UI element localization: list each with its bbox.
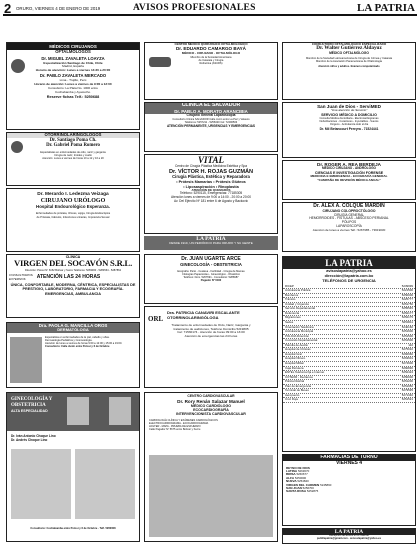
phone-label: Comando Departamental [285, 338, 318, 343]
phone-list [283, 285, 415, 403]
page-number: 2 [4, 1, 12, 16]
phone-number: 5240160 [401, 324, 413, 329]
pharmacy-name: SAN JUAN [286, 485, 302, 490]
ad-campaign: "CAMPAÑA DE REVISIÓN MÉDICA ANUAL" [317, 177, 381, 182]
la-patria-banner [144, 236, 278, 250]
phone-number: 5279535 [401, 388, 413, 393]
doctor-place: Madrid, España [62, 64, 84, 69]
ad-line: ELECTROCARDIOGRAMA - ECOCARDIOGRAMA [149, 421, 209, 425]
ad-address: Av. Del Ejército Nº 181 entre 6 de Agosto y Backovic [173, 198, 249, 203]
orl-logo: ORL [148, 315, 164, 323]
ad-patricia [144, 306, 278, 388]
doctor-name: Dr. Merardo I. Ledezma Veizaga [37, 192, 109, 197]
page-date: ORURO, VIERNES 4 DE ENERO DE 2019 [16, 6, 101, 11]
footer-email[interactable]: publilapatria@gmail.com - avisoslapatria@yahoo.es [316, 537, 382, 541]
pharmacy-name: LATINA [286, 468, 298, 473]
ad-alex [282, 202, 416, 252]
phone-label: Hospital Militar [285, 360, 304, 365]
ad-line: Ecografía: Parto - Cesárea - Fertilidad - Cirugía de Mamas [177, 269, 245, 273]
pharmacy-title: FARMACIAS DE TURNO [283, 455, 415, 461]
ad-attention: ATENCIÓN LAS 24 HORAS [36, 273, 101, 280]
doctor-sub: CIRUGÍA GENERAL [333, 212, 365, 217]
section-title: AVISOS PROFESIONALES [133, 3, 256, 13]
phone-label: Ambulancia Municipal [285, 329, 314, 334]
doctor-hours: Horario de atención: Lunes a viernes 14:30 a 20:00 [35, 67, 111, 72]
doctor-name: Dr. ROGER A. REA BERDEJA [317, 162, 381, 167]
pharmacy-day: VIERNES 4 [335, 459, 363, 466]
phone-number: 5221500 [401, 288, 413, 293]
phone-label: Bomberos [285, 292, 299, 297]
ad-line: Dermatología Pediátrica y Cosmetología. [45, 338, 93, 342]
phone-number: 5250611 [401, 320, 413, 325]
doctor-name: Dr. Andrés Choque Lino [11, 437, 48, 442]
doctor-name: Dr. Iván Antonio Choque Lino [11, 434, 56, 438]
phone-number: 5251200 [401, 379, 413, 384]
phone-label: Unidad y Urgencia [285, 301, 309, 306]
ad-rea [282, 160, 416, 200]
ad-line: Especialistas en enfermedades de oído, nariz y garganta [40, 150, 106, 154]
ad-line: de Próstata, Cálculos, Infecciones urinarias, Impotencia Sexual [36, 215, 110, 219]
ad-otorrino [6, 132, 140, 186]
doctor-sub: ECOCARDIOGRAFÍA [193, 408, 229, 413]
pharmacy-name: BRISA [286, 472, 296, 477]
pharmacy-phone: 5263670 [297, 468, 310, 473]
doctor-name: Dr. Rory Renán Salazar Manuel [177, 398, 245, 404]
phone-label: Patrulla de Auxilio [285, 342, 308, 347]
phone-label: Aeropuerto [285, 392, 300, 397]
ad-line: de Catarata y Cirugía [198, 59, 224, 63]
footer-title: LA PATRIA [283, 529, 415, 535]
ad-walter [282, 42, 416, 100]
doctor-name: Dr. PABLO A. MORATO ARANCIBIA [145, 109, 277, 114]
phone-label: Tránsito [285, 297, 296, 302]
phone-number: 5252177 [401, 310, 413, 315]
phone-row [283, 398, 415, 403]
ad-header: CENTRO MÉDICO QUIRÚRGICO OFTALMOLÓGICO [174, 42, 248, 46]
ad-title: GINECOLOGÍA Y [11, 397, 53, 402]
phone-label: Cruz Roja [285, 397, 298, 402]
doctor-title: CIRUJANO URÓLOGO [40, 197, 106, 204]
ad-subtitle: "Una atención de Servicio" [330, 108, 368, 113]
phone-label: Hospital de Clínicas [285, 347, 311, 352]
ad-urologo [6, 188, 140, 252]
service-item: • Prótesis Mamarias • Prótesis Glúteos [176, 180, 246, 185]
doctor-photo [10, 337, 42, 383]
phone-number: 5251600 [401, 329, 413, 334]
pharmacy-name: ALFA [286, 475, 295, 480]
hospital-name: Hospital Endourológico Esperanza. [36, 204, 110, 210]
ad-line: Miembro de la Asociación Panamericana de Oftalmología [315, 60, 383, 64]
ad-header: CONSULTORIO OFTALMOLÓGICO ESPECIALIZADO [311, 42, 387, 46]
phone-label: Ambulancia Pública [285, 288, 311, 293]
ad-services: ÚNICA, CONFORTABLE, MODERNA, CÉNTRICA, ESPECIALISTAS DE PRESTIGIO, LABORATORIO, FARMACIA Y ECOGRAFÍA. [10, 282, 136, 292]
ad-line: Consultorio Clínica SALVADOR Calle Junín entre La Paz y Velasco [172, 117, 250, 121]
ad-line: Oxígeno - Ambulancia todo el día [329, 123, 369, 127]
phone-number: 5251950 [401, 383, 413, 388]
phone-number: 5255545 [401, 306, 413, 311]
phone-number: 5263601 [401, 356, 413, 361]
pharmacy-name: NUEVA [286, 479, 297, 484]
doctor-name: Dra. PATRICIA CANAVIRI ESCALANTE [167, 310, 240, 315]
doctor-spec: Cirugía Plástica, Estética y Reparadora [172, 174, 250, 180]
ad-title: San Juan de Dios - ServiMED [317, 104, 381, 109]
ad-ugarte [144, 254, 278, 304]
ad-eduardo [144, 42, 278, 100]
ad-line: Refractiva (ASCRS) [199, 62, 223, 66]
phone-number: 5239999 [401, 283, 413, 288]
ad-salvador [144, 102, 278, 152]
ad-subtitle: OFTALMÓLOGOS [55, 49, 91, 55]
brand-logo: LA PATRIA [357, 2, 415, 14]
doctor-title: MÉDICO CIRUJANO - ANDRÓLOGO [321, 166, 377, 171]
doctor-name: Dr. VÍCTOR H. ROJAS GUZMÁN [168, 169, 254, 176]
phones-header: TELÉFONOS DE URGENCIA [322, 278, 376, 284]
pharmacy-name: SANTA ROSA [286, 489, 307, 494]
ad-line: Calle Pagador Nº 5675 entre Bolívar y Sucre [149, 427, 201, 431]
phone-number: 5251500 [401, 338, 413, 343]
phone-label: Caja Petrolera [285, 365, 304, 370]
ad-line: PÓLIPOS [341, 220, 357, 225]
ad-line: Atención de lunes a viernes de horas 9:00 a 12:00 y 15:00 a 19:00. [45, 341, 123, 345]
reserve-phone: Reserve fichas Telf.: 5250688 [46, 95, 100, 100]
phone-label: POLICÍA Dirección [285, 333, 310, 338]
ad-photo [11, 449, 71, 519]
ad-line: Atención de emergencias las 24 horas [184, 333, 238, 338]
ad-medicos-cirujanos [6, 42, 140, 130]
pharmacy-phone: 5250000 [294, 475, 307, 480]
ad-title: VIRGEN DEL SOCAVÓN S.R.L. [13, 258, 133, 269]
phone-number: 5260830 [401, 365, 413, 370]
ad-header: CENTRO CARDIOVASCULAR [187, 394, 235, 398]
doctor-title: OTORRINOLARINGÓLOGA [167, 314, 219, 320]
doctor-name: Dra. PAOLA G. MANCILLA OROS [7, 323, 139, 328]
ad-line: Tratamiento de enfermedades de Oído, Nariz, Garganta y [171, 323, 251, 328]
ad-emergency: EMERGENCIAS, AMBULANCIA [45, 291, 101, 296]
ad-line: Enfermedades de próstata, riñones, vejiga, Cirugía Endoscópica [35, 212, 111, 216]
phone-number: 5252175 [401, 315, 413, 320]
ad-c1: CONSULTORIOS [9, 273, 33, 278]
doctor-sub: INTERVENCIONISTA CARDIOVASCULAR [176, 412, 246, 417]
ad-line: Nebulizaciones - Curaciones - Inyectables - Sueros [319, 120, 379, 124]
pharmacy-list [283, 470, 415, 494]
doctor-name: Dr. ALEX A. COLQUE MARDIN [313, 203, 385, 209]
email-link[interactable]: avisoslapatria@yahoo.es [326, 269, 372, 274]
ad-line: Consulta Médica domiciliaria - Electrocardiogramas [319, 116, 379, 120]
ad-line: Miembro de la Sociedad Latinoamericana de Cirugía de Córnea y Catarata [305, 57, 393, 61]
ad-cardio [144, 392, 278, 542]
doctor-place: Lima - Trujillo, Perú [59, 78, 87, 83]
pharmacy-phone: 5254840 [297, 479, 309, 484]
ad-photo [75, 449, 135, 519]
phone-number: 5250000 [401, 374, 413, 379]
phone-label: Migraciones [285, 315, 301, 320]
pharmacy-phone: 5245890 [320, 482, 332, 487]
phone-label: ENTEL Telefonía fija e Internet [285, 370, 325, 375]
ad-phones: Teléfono: 5290115, Emergencias: 77185305 [179, 191, 243, 196]
pharmacy-name: VIRGEN DEL CARMEN [286, 482, 320, 487]
ad-attention: Atención niños y adultos. Examen computarizado [318, 65, 380, 69]
web-link[interactable]: dirección@lapatria.com.bo [324, 273, 374, 278]
phone-label: Sedes [285, 320, 294, 325]
la-patria-footer [282, 528, 416, 544]
ad-line: Cel: 71530174 - Atención de horas 09:00 a 13:00 [177, 330, 245, 335]
banner-subtitle: DESDE 1919, UN PERIÓDICO PARA ORURO Y SU GENTE [169, 241, 253, 246]
ad-sanjuan [282, 102, 416, 158]
ad-line: HOLTER - MAPA - PRUEBA DE ESFUERZO [149, 424, 201, 428]
ad-line: Teléfono: Dom. 5267691 - Consultorio: 5286687 [183, 275, 239, 279]
ad-line: tratamiento de audiciones, Teléfono Domicilio 5219805 [173, 326, 249, 331]
phone-number: 5251521 [401, 397, 413, 402]
doctor-name: Dr. Walter Gutiérrez Aldayuz [316, 45, 382, 52]
la-patria-info [282, 256, 416, 452]
newspaper-page [3, 2, 417, 544]
pharmacy-row [283, 490, 415, 493]
consult-address: Consultorio: La Plata No. 1000 entre [47, 86, 99, 91]
doctor-name: Dr. EDUARDO CAMARGO BAYÁ [175, 46, 247, 52]
phone-label: Servicio Departamental [285, 306, 316, 311]
phone-number: 110 [408, 342, 413, 347]
ad-title: MÉDICOS CIRUJANOS [7, 43, 139, 50]
ad-line: LAPAROSCOPÍA [336, 224, 362, 228]
ad-footer: Consultorio: Cochabamba entre Potosí y 6 de Octubre - Telf. 5260008 [30, 527, 116, 530]
phone-label: COTEOR - Reclamos [285, 374, 313, 379]
consult-address-2: Cochabamba y Ayacucho. [55, 89, 91, 94]
footer-sub: Recepción de avisos en el Internet [329, 534, 369, 538]
ad-ginecologia [6, 392, 140, 542]
ad-line: Consultorio: Calle Junín entre Potosí y 6 de Octubre [45, 344, 110, 348]
ad-paola [6, 322, 140, 388]
ad-address: Dirección: Potosí Nº 6152 Bolívar y Sucre Teléfonos: 5283300 - 5284564 - 5287862 [24, 269, 122, 272]
pharmacy-phone: 5260677 [296, 472, 308, 477]
ad-title: CLÍNICA EL SALVADOR [145, 103, 277, 109]
doctor-spec: Especialización Santiago de Chile, Chile [43, 60, 103, 65]
pharmacy-zone: REYNO DE DIOS [286, 465, 310, 470]
phone-number: 5271340 [401, 392, 413, 397]
ad-line: Atención: Lunes a viernes de horas 10 a 12 y 16 a 20 [42, 157, 104, 161]
phone-label: Hospital Obrero [285, 356, 306, 361]
phone-number: 5275010 [401, 347, 413, 352]
page-header [3, 2, 417, 16]
ad-line: Miembro de la Sociedad Americana [190, 56, 232, 60]
ad-line: Citologías Papanicolau - Ginecológico - Obstétrico [182, 272, 240, 276]
ad-line: Teléfonos: 5257211 - 5256320 Cel: 72490503 [184, 120, 238, 124]
ad-service: SERVICIO MÉDICO A DOMICILIO [321, 112, 377, 117]
phone-number: 5251500 [401, 333, 413, 338]
ad-title: OTORRINOLARINGÓLOGOS [7, 133, 139, 138]
ad-contact: Dr. Mil Betancourt Pereyra - 71524441 [319, 127, 379, 132]
phone-label: Defensoría [285, 310, 300, 315]
ad-subtitle: Centro de Cirugía Plástica Medicina Estética y Spa [174, 164, 248, 169]
phone-label: Plan de Emergencia [285, 383, 312, 388]
ad-hours: Atención de lunes a viernes Telf.: 5267985 - 73619030 [312, 227, 386, 232]
eye-logo-icon [11, 59, 25, 73]
ear-logo-icon [11, 141, 23, 153]
phone-number: 5252424 [401, 370, 413, 375]
phone-label: Policía Distrital [285, 379, 305, 384]
doctor-name: Dr. PABLO ZAVALETA MERCADO [39, 73, 107, 79]
ad-label: CLÍNICA [65, 255, 81, 259]
ad-vital [144, 154, 278, 234]
doctor-sub: MÉDICO CARDIÓLOGO [190, 404, 232, 409]
doctor-title: MÉDICO - CIRUJANO - OFTALMÓLOGO [181, 50, 241, 55]
phone-label: Orientación Telefónica [285, 324, 314, 329]
doctor-hours: Horario de atención: Lunes a viernes de 9:00 a 12:00 [34, 81, 112, 86]
ad-c2: EXTERNOS [9, 276, 26, 281]
phone-label: Terminal de Buses [285, 388, 309, 393]
ad-line: Cirugía de nariz, tiroides y cuello [54, 153, 92, 157]
ces-logo-icon [149, 57, 171, 67]
service-item: • Liposaspiración • Rinoplastía [183, 184, 239, 189]
phone-number: 5274600 [401, 360, 413, 365]
doctor-name: Dr. JUAN UGARTE ARCE [181, 256, 241, 262]
phone-label: Hospital Gral [285, 351, 302, 356]
ad-label: ATENCIÓN DE QUEMADOS [191, 187, 231, 192]
ad-line: HEMORROIDES - FÍSTULAS - ABSCESO PERIANAL [309, 216, 389, 221]
phone-number: 5266960 [401, 351, 413, 356]
ad-address: Pagador Nº 6182 [200, 278, 222, 282]
doctor-name: Dr. Santiago Poma Ch. [49, 137, 97, 143]
phone-number: 5225777 [401, 297, 413, 302]
doctor-spec: CIENCIAS E INVESTIGACIÓN FORENSE [314, 170, 384, 175]
heart-image [149, 455, 273, 537]
phone-label: RICEP [285, 283, 294, 288]
doctor-title: GINECOLOGÍA - OBSTETRICIA [180, 261, 242, 267]
brand-logo: VITAL [197, 155, 224, 165]
phone-number: 5256006 [401, 292, 413, 297]
doctor-name: Dr. MIGUEL ZAVALETA LOAYZA [41, 55, 105, 61]
ad-subtitle: ALTA ESPECIALIDAD [11, 408, 48, 413]
doctor-title: DERMATÓLOGA [7, 328, 139, 333]
ad-title: OBSTETRICIA [11, 402, 46, 408]
banner-title: LA PATRIA [196, 236, 226, 242]
ad-hours: Atención lunes a viernes de 9:00 a 14:00 - 20:00 a 20:00 [170, 195, 252, 200]
doctor-extra: MEDICINA E EMERGENCIA - ECOGRAFÍA GENERAL [310, 174, 388, 179]
farmacias-turno [282, 454, 416, 526]
doctor-photo [109, 397, 131, 425]
ad-socavon [6, 254, 140, 318]
doctor-name: Dr. Gabriel Poma Romero [46, 143, 100, 149]
pharmacy-phone: 5252875 [306, 489, 319, 494]
doctor-title: CIRUJANO COLOPROCTÓLOGO [322, 208, 376, 213]
pharmacy-phone: 5256700 [302, 485, 314, 490]
ad-line: Especialista en enfermedades de la piel, cabello y uñas. [45, 335, 110, 339]
doctor-spec: Cirujano General Laparoscopía [186, 113, 236, 118]
phone-number: 5251750 [401, 301, 413, 306]
ad-footer: ATENCIÓN PERMANENTE, URGENCIAS Y EMERGENCIAS [166, 124, 256, 129]
doctor-title: MÉDICO OFTALMÓLOGO [329, 51, 369, 56]
doctor-photo [67, 397, 89, 425]
ad-line: CARDIOLOGÍA CLÍNICA Y EXÁMENES CARDIOLÓGICOS [149, 418, 218, 422]
brand-logo: LA PATRIA [283, 257, 415, 269]
